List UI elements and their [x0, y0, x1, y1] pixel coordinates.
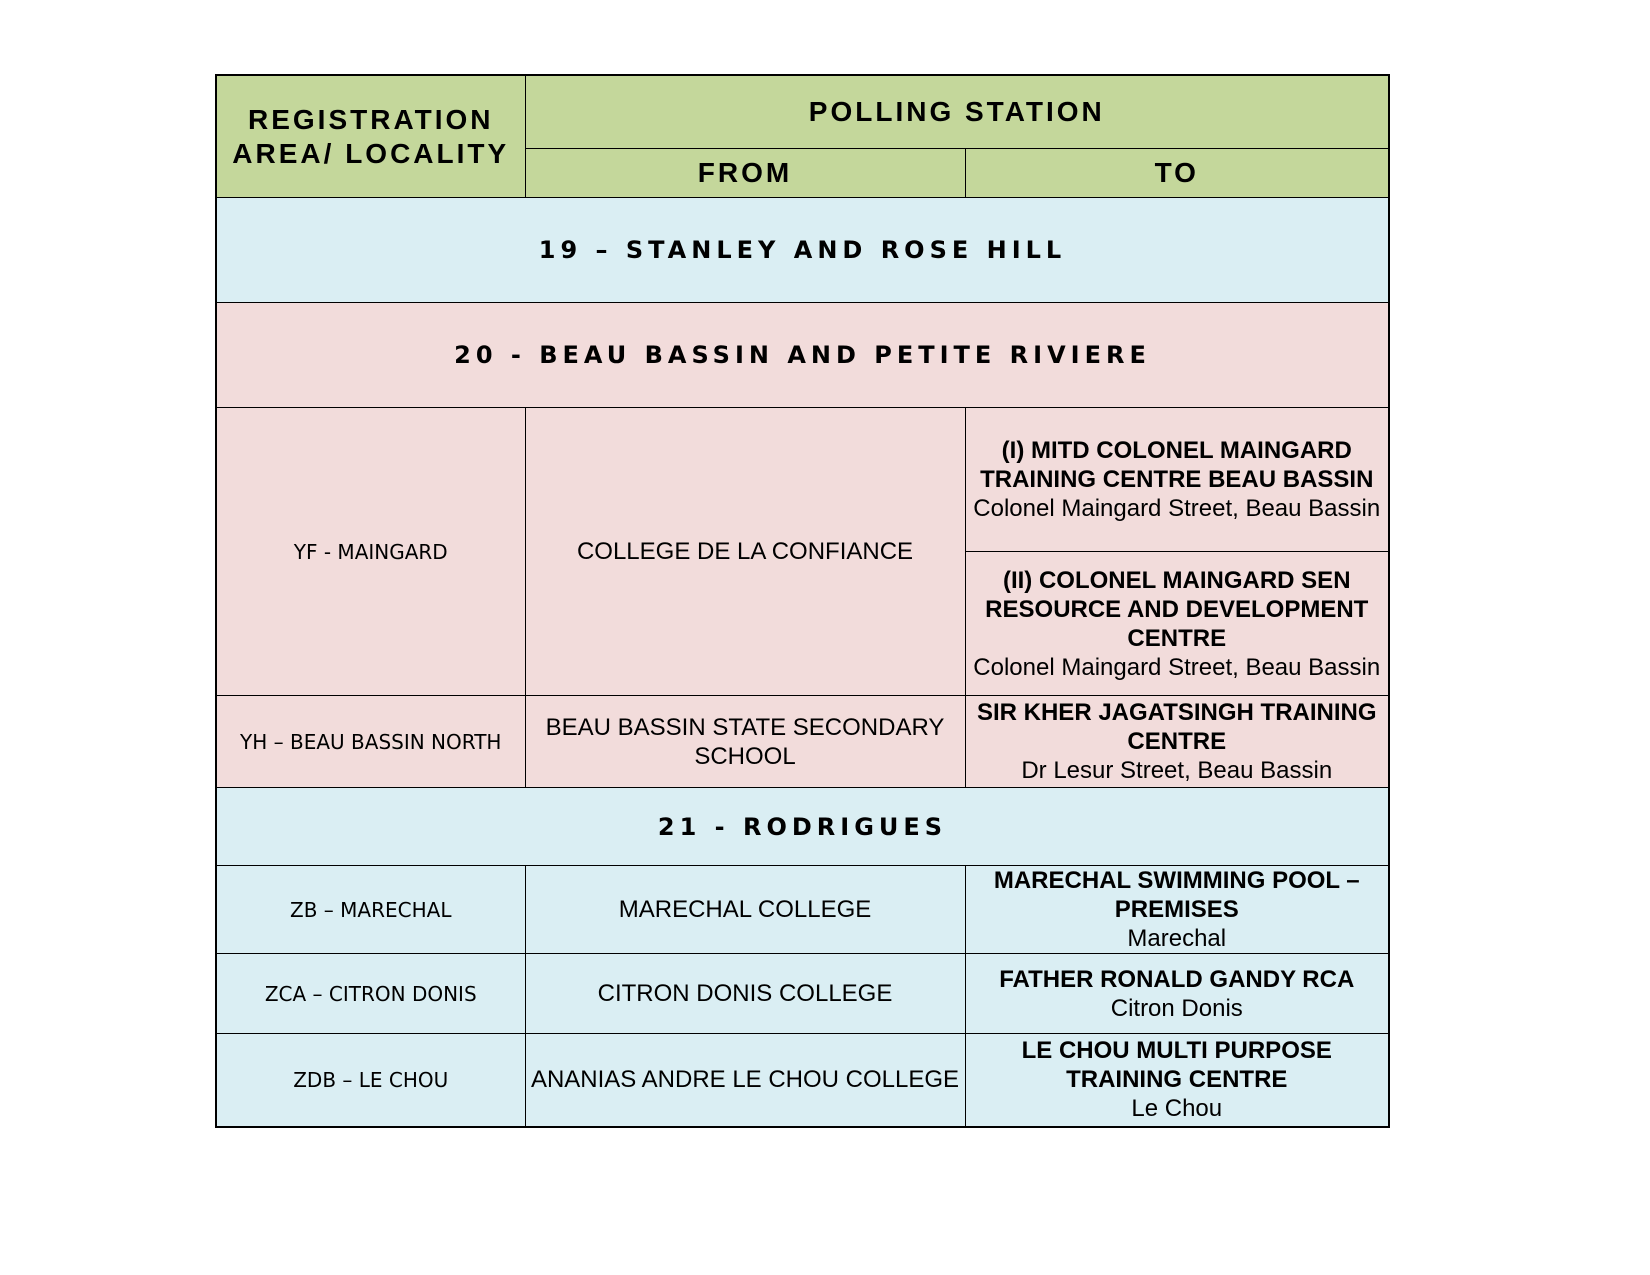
- to-station-name: LE CHOU MULTI PURPOSE TRAINING CENTRE: [1021, 1037, 1332, 1094]
- to-station-name: MARECHAL SWIMMING POOL – PREMISES: [993, 867, 1360, 923]
- registration-area-cell: YF - MAINGARD: [216, 408, 525, 696]
- header-to: TO: [965, 149, 1389, 198]
- to-station-address: Le Chou: [1131, 1095, 1223, 1123]
- polling-station-table: [215, 74, 1390, 1128]
- registration-area-cell: ZCA – CITRON DONIS: [216, 954, 525, 1034]
- to-station-cell: [965, 408, 1389, 552]
- to-station-address: Citron Donis: [1110, 994, 1243, 1022]
- header-registration-area: REGISTRATION AREA/ LOCALITY: [216, 75, 525, 198]
- registration-area-cell: YH – BEAU BASSIN NORTH: [216, 696, 525, 788]
- to-station-address: Colonel Maingard Street, Beau Bassin: [973, 495, 1381, 522]
- from-station-cell: ANANIAS ANDRE LE CHOU COLLEGE: [525, 1034, 965, 1127]
- to-station-cell: [965, 866, 1389, 954]
- to-station-name: (II) COLONEL MAINGARD SEN RESOURCE AND DEVELOPMENT CENTRE: [985, 566, 1369, 652]
- to-station-cell: [965, 954, 1389, 1034]
- to-station-cell: [965, 696, 1389, 788]
- to-station-address: Marechal: [1127, 925, 1227, 952]
- from-station-cell: MARECHAL COLLEGE: [525, 866, 965, 954]
- table-row: [216, 1034, 1389, 1127]
- to-station-cell: [965, 1034, 1389, 1127]
- from-station-cell: BEAU BASSIN STATE SECONDARY SCHOOL: [525, 696, 965, 788]
- constituency-19-heading: 19 – STANLEY AND ROSE HILL: [216, 198, 1389, 303]
- to-station-address: Colonel Maingard Street, Beau Bassin: [973, 653, 1381, 681]
- header-polling-station: POLLING STATION: [525, 75, 1389, 149]
- registration-area-cell: ZB – MARECHAL: [216, 866, 525, 954]
- from-station-cell: CITRON DONIS COLLEGE: [525, 954, 965, 1034]
- from-station-cell: COLLEGE DE LA CONFIANCE: [525, 408, 965, 696]
- to-station-name: SIR KHER JAGATSINGH TRAINING CENTRE: [976, 699, 1377, 755]
- table-row: [216, 866, 1389, 954]
- table-row: [216, 954, 1389, 1034]
- table-row: [216, 408, 1389, 552]
- table-row: [216, 696, 1389, 788]
- constituency-21-heading: 21 - RODRIGUES: [216, 788, 1389, 866]
- to-station-cell: [965, 552, 1389, 696]
- to-station-name: FATHER RONALD GANDY RCA: [999, 965, 1355, 993]
- header-from: FROM: [525, 149, 965, 198]
- registration-area-cell: ZDB – LE CHOU: [216, 1034, 525, 1127]
- to-station-address: Dr Lesur Street, Beau Bassin: [1021, 757, 1333, 784]
- constituency-20-heading: 20 - BEAU BASSIN AND PETITE RIVIERE: [216, 303, 1389, 408]
- to-station-name: (I) MITD COLONEL MAINGARD TRAINING CENTRE BEAU BASSIN: [980, 437, 1374, 493]
